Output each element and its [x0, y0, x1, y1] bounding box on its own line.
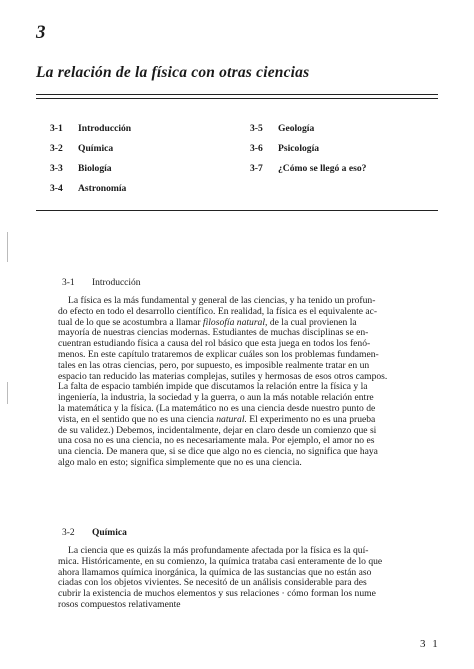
toc-item-geologia[interactable] — [250, 123, 314, 134]
toc-item-quimica[interactable] — [50, 143, 113, 154]
toc-item-label: Biología — [78, 163, 112, 174]
toc-item-number: 3-3 — [50, 163, 63, 174]
body-line: cubrir la existencia de muchos elementos y sus relaciones · cómo forman los nume — [58, 588, 376, 600]
toc-item-label: Geología — [278, 123, 315, 134]
body-line: algo malo en esto; significa simplemente que no es una ciencia. — [58, 456, 302, 468]
toc-rule — [36, 210, 438, 211]
body-line: de su validez.) Debemos, incidentalmente, dejar en claro desde un comienzo que si — [58, 424, 377, 436]
body-line: espacio tan reducido las materias complejas, sutiles y hermosas de esos otros campos. — [58, 370, 388, 382]
section-heading-quimica — [62, 528, 127, 538]
section-body-introduccion — [58, 296, 424, 469]
toc-item-label: Psicología — [278, 143, 320, 154]
body-line: La física es la más fundamental y general de las ciencias, y ha tenido un profun- — [68, 295, 376, 306]
body-line: La ciencia que es quizás la más profundamente afectada por la física es la quí- — [68, 545, 369, 556]
toc-item-number: 3-5 — [250, 123, 263, 134]
title-rule-bottom — [36, 98, 438, 99]
body-line: cuentran estudiando física a causa del rol básico que esta juega en todos los fenó- — [58, 338, 371, 350]
toc-item-label: Introducción — [78, 123, 132, 134]
toc-item-number: 3-7 — [250, 163, 263, 174]
toc-item-label: ¿Cómo se llegó a eso? — [278, 163, 367, 174]
section-number: 3-1 — [62, 278, 75, 288]
page-number: 3 1 — [420, 638, 440, 650]
scan-margin-mark — [7, 232, 8, 262]
toc-item-introduccion[interactable] — [50, 123, 131, 134]
toc-item-number: 3-6 — [250, 143, 263, 154]
section-number: 3-2 — [62, 528, 75, 538]
title-rule-top — [36, 94, 438, 95]
body-line: rosos compuestos relativamente — [58, 598, 181, 610]
emphasis-text: filosofía natural — [202, 316, 266, 328]
toc-item-label: Astronomía — [78, 183, 127, 194]
emphasis-text: natural. — [216, 413, 247, 425]
toc-item-como-se-llego[interactable] — [250, 163, 366, 174]
scan-margin-mark — [7, 382, 8, 404]
body-line: tual de lo que se acostumbra a llamar filosofía natural, de la cual provienen la — [58, 316, 357, 328]
body-line: la matemática y la física. (La matemático no es una ciencia desde nuestro punto de — [58, 402, 376, 414]
body-line: mayoría de nuestras ciencias modernas. Estudiantes de muchas disciplinas se en- — [58, 327, 369, 339]
toc-item-psicologia[interactable] — [250, 143, 319, 154]
toc-item-astronomia[interactable] — [50, 183, 126, 194]
body-line: tales en las otras ciencias, pero, por supuesto, es imposible realmente tratar en un — [58, 359, 370, 371]
toc-item-number: 3-1 — [50, 123, 63, 134]
toc-item-label: Química — [78, 143, 114, 154]
section-title: Química — [92, 528, 127, 538]
body-line: vista, en el sentido que no es una ciencia natural. El experimento no es una prueba — [58, 413, 376, 425]
toc-item-number: 3-2 — [50, 143, 63, 154]
body-line: una cosa no es una ciencia, no es necesariamente mala. Por ejemplo, el amor no es — [58, 435, 375, 447]
chapter-title: La relación de la física con otras ciencias — [36, 64, 310, 81]
section-body-quimica — [58, 546, 424, 611]
body-line: ahora llamamos química inorgánica, la química de las sustancias que no están aso — [58, 566, 372, 578]
body-line: una ciencia. De manera que, si se dice que algo no es ciencia, no significa que haya — [58, 446, 378, 458]
body-line: ingeniería, la industria, la sociedad y la guerra, o aun la más notable relación entre — [58, 392, 374, 404]
body-line: do efecto en todo el desarrollo científico. En realidad, la física es el equivalente ac- — [58, 305, 378, 317]
body-line: ciadas con los objetos vivientes. Se necesitó de un análisis considerable para des — [58, 577, 367, 589]
toc-item-number: 3-4 — [50, 183, 63, 194]
chapter-number: 3 — [36, 22, 46, 43]
section-heading-introduccion — [62, 278, 141, 288]
section-title: Introducción — [92, 278, 141, 288]
body-line: La falta de espacio también impide que discutamos la relación entre la física y la — [58, 381, 368, 393]
body-line: mica. Históricamente, en su comienzo, la química trataba casi enteramente de lo que — [58, 555, 383, 567]
body-line: menos. En este capítulo trataremos de explicar cuáles son los problemas fundamen- — [58, 348, 379, 360]
toc-item-biologia[interactable] — [50, 163, 112, 174]
